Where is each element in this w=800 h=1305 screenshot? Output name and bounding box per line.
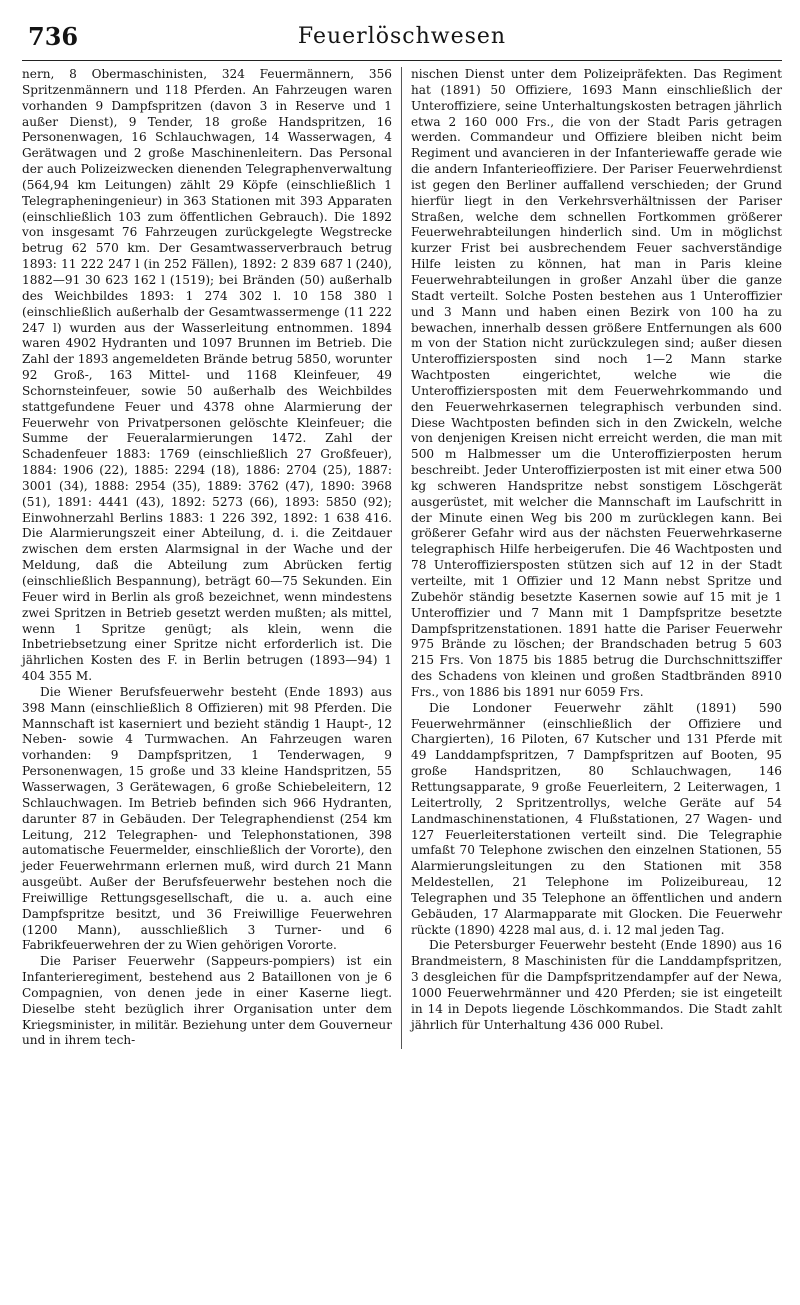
right-column — [402, 67, 782, 1049]
paragraph-vienna: Die Wiener Berufsfeuerwehr besteht (Ende 1893) aus 398 Mann (einschließlich 8 Offizieren) mit 98 Pferden. Die Mannschaft ist kaserniert und bezieht ständig 1 Haupt-, 12 Neben- sowie 4 Turmwachen. An Fahrzeugen waren vorhanden: 9 Dampfspritzen, 1 Tenderwagen, 9 Personenwagen, 15 große und 33 kleine Handspritzen, 55 Wasserwagen, 3 Gerätewagen, 6 große Schiebeleitern, 12 Schlauchwagen. Im Betrieb befinden sich 966 Hydranten, darunter 87 in Gebäuden. Der Telegraphendienst (254 km Leitung, 212 Telegraphen- und Telephonstationen, 398 automatische Feuermelder, einschließlich der Vororte), den jeder Feuerwehrmann erlernen muß, wird durch 21 Mann ausgeübt. Außer der Berufsfeuerwehr bestehen noch die Freiwillige Rettungsgesellschaft, die u. a. auch eine Dampfspritze besitzt, und 36 Freiwillige Feuerwehren (1200 Mann), ausschließlich 3 Turner- und 6 Fabrikfeuerwehren der zu Wien gehörigen Vororte. — [22, 684, 392, 953]
paragraph-paris-continued: nischen Dienst unter dem Polizeipräfekten. Das Regiment hat (1891) 50 Offiziere, 1693 Mann einschließlich der Unteroffiziere, seine Unterhaltungskosten betragen jährlich etwa 2 160 000 Frs., die von der Stadt Paris getragen werden. Commandeur und Offiziere bleiben nicht beim Regiment und avancieren in der Infanteriewaffe gerade wie die andern Infanterieoffiziere. Der Pariser Feuerwehrdienst ist gegen den Berliner auffallend verschieden; der Grund hierfür liegt in den Verkehrsverhältnissen der Pariser Straßen, welche dem schnellen Fortkommen größerer Feuerwehrabteilungen hinderlich sind. Um in möglichst kurzer Frist bei ausbrechendem Feuer sachverständige Hilfe leisten zu können, hat man in Paris kleine Feuerwehrabteilungen in großer Anzahl über die ganze Stadt verteilt. Solche Posten bestehen aus 1 Unteroffizier und 3 Mann und haben einen Bezirk von 100 ha zu bewachen, innerhalb dessen größere Entfernungen als 600 m von der Station nicht zurückzulegen sind; außer diesen Unteroffiziersposten sind noch 1—2 Mann starke Wachtposten eingerichtet, welche wie die Unteroffiziersposten mit dem Feuerwehrkommando und den Feuerwehrkasernen telegraphisch verbunden sind. Diese Wachtposten befinden sich in den Zwickeln, welche von denjenigen Kreisen nicht erreicht werden, die man mit 500 m Halbmesser um die Unteroffizierposten herum beschreibt. Jeder Unteroffizierposten ist mit einer etwa 500 kg schweren Handspritze nebst sonstigem Löschgerät ausgerüstet, mit welcher die Mannschaft im Laufschritt in der Minute einen Weg bis 200 m zurücklegen kann. Bei größerer Gefahr wird aus der nächsten Feuerwehrkaserne telegraphisch Hilfe herbeigerufen. Die 46 Wachtposten und 78 Unteroffiziersposten stützen sich auf 12 in der Stadt verteilte, mit 1 Offizier und 12 Mann nebst Spritze und Zubehör ständig besetzte Kasernen sowie auf 15 mit je 1 Unteroffizier und 7 Mann mit 1 Dampfspritze besetzte Dampfspritzenstationen. 1891 hatte die Pariser Feuerwehr 975 Brände zu löschen; der Brandschaden betrug 5 603 215 Frs. Von 1875 bis 1885 betrug die Durchschnittsziffer des Schadens von kleinen und großen Stadtbränden 8910 Frs., von 1886 bis 1891 nur 6059 Frs. — [411, 67, 782, 699]
running-title: Feuerlöschwesen — [297, 24, 507, 49]
left-column — [22, 67, 402, 1049]
paragraph-berlin-continued: nern, 8 Obermaschinisten, 324 Feuermännern, 356 Spritzenmännern und 118 Pferden. An Fahrzeugen waren vorhanden 9 Dampfspritzen (davon 3 in Reserve und 1 außer Dienst), 9 Tender, 18 große Handspritzen, 16 Personenwagen, 16 Schlauchwagen, 14 Wasserwagen, 4 Gerätwagen und 2 große Maschinenleitern. Das Personal der auch Polizeizwecken dienenden Telegraphenverwaltung (564,94 km Leitungen) zählt 29 Köpfe (einschließlich 1 Telegrapheningenieur) in 363 Stationen mit 393 Apparaten (einschließlich 103 zum öffentlichen Gebrauch). Die 1892 von insgesamt 76 Fahrzeugen zurückgelegte Wegstrecke betrug 62 570 km. Der Gesamtwasserverbrauch betrug 1893: 11 222 247 l (in 252 Fällen), 1892: 2 839 687 l (240), 1882—91 30 623 162 l (1519); bei Bränden (50) außerhalb des Weichbildes 1893: 1 274 302 l. 10 158 380 l (einschließlich außerhalb der Gesamtwassermenge (11 222 247 l) wurden aus der Wasserleitung entnommen. 1894 waren 4902 Hydranten und 1097 Brunnen im Betrieb. Die Zahl der 1893 angemeldeten Brände betrug 5850, worunter 92 Groß-, 163 Mittel- und 1168 Kleinfeuer, 49 Schornsteinfeuer, sowie 50 außerhalb des Weichbildes stattgefundene Feuer und 4378 ohne Alarmierung der Feuerwehr von Privatpersonen gelöschte Kleinfeuer; die Summe der Feueralarmierungen 1472. Zahl der Schadenfeuer 1883: 1769 (einschließlich 27 Großfeuer), 1884: 1906 (22), 1885: 2294 (18), 1886: 2704 (25), 1887: 3001 (34), 1888: 2954 (35), 1889: 3762 (47), 1890: 3968 (51), 1891: 4441 (43), 1892: 5273 (66), 1893: 5850 (92); Einwohnerzahl Berlins 1883: 1 226 392, 1892: 1 638 416. Die Alarmierungszeit einer Abteilung, d. i. die Zeitdauer zwischen dem ersten Alarmsignal in der Wache und der Meldung, daß die Abteilung zum Abrücken fertig (einschließlich Bespannung), beträgt 60—75 Sekunden. Ein Feuer wird in Berlin als groß bezeichnet, wenn mindestens zwei Spritzen in Betrieb gesetzt werden mußten; als mittel, wenn 1 Spritze genügt; als klein, wenn die Inbetriebsetzung einer Spritze nicht erforderlich ist. Die jährlichen Kosten des F. in Berlin betrugen (1893—94) 1 404 355 M. — [22, 67, 392, 684]
page-header — [22, 12, 782, 61]
two-column-body — [22, 67, 782, 1049]
page-number: 736 — [28, 22, 79, 51]
paragraph-london: Die Londoner Feuerwehr zählt (1891) 590 Feuerwehrmänner (einschließlich der Offiziere und Chargierten), 16 Piloten, 67 Kutscher und 131 Pferde mit 49 Landdampfspritzen, 7 Dampfspritzen auf Booten, 95 große Handspritzen, 80 Schlauchwagen, 146 Rettungsapparate, 9 große Feuerleitern, 2 Leiterwagen, 1 Leitertrolly, 2 Spritzentrollys, welche Geräte auf 54 Landmaschinenstationen, 4 Flußstationen, 27 Wagen- und 127 Feuerleiterstationen verteilt sind. Die Telegraphie umfaßt 70 Telephone zwischen den einzelnen Stationen, 55 Alarmierungsleitungen zu den Stationen mit 358 Meldestellen, 21 Telephone im Polizeibureau, 12 Telegraphen und 35 Telephone an öffentlichen und andern Gebäuden, 17 Alarmapparate mit Glocken. Die Feuerwehr rückte (1890) 4228 mal aus, d. i. 12 mal jeden Tag. — [411, 700, 782, 937]
paragraph-petersburg: Die Petersburger Feuerwehr besteht (Ende 1890) aus 16 Brandmeistern, 8 Maschinisten für die Landdampfspritzen, 3 desgleichen für die Dampfspritzendampfer auf der Newa, 1000 Feuerwehrmänner und 420 Pferden; sie ist eingeteilt in 14 in Depots liegende Löschkommandos. Die Stadt zahlt jährlich für Unterhaltung 436 000 Rubel. — [411, 938, 782, 1032]
paragraph-paris-start: Die Pariser Feuerwehr (Sappeurs-pompiers) ist ein Infanterieregiment, bestehend aus 2 Bataillonen von je 6 Compagnien, von denen jede in einer Kaserne liegt. Dieselbe steht bezüglich ihrer Organisation unter dem Kriegsminister, in militär. Beziehung unter dem Gouverneur und in ihrem tech- — [22, 954, 392, 1048]
